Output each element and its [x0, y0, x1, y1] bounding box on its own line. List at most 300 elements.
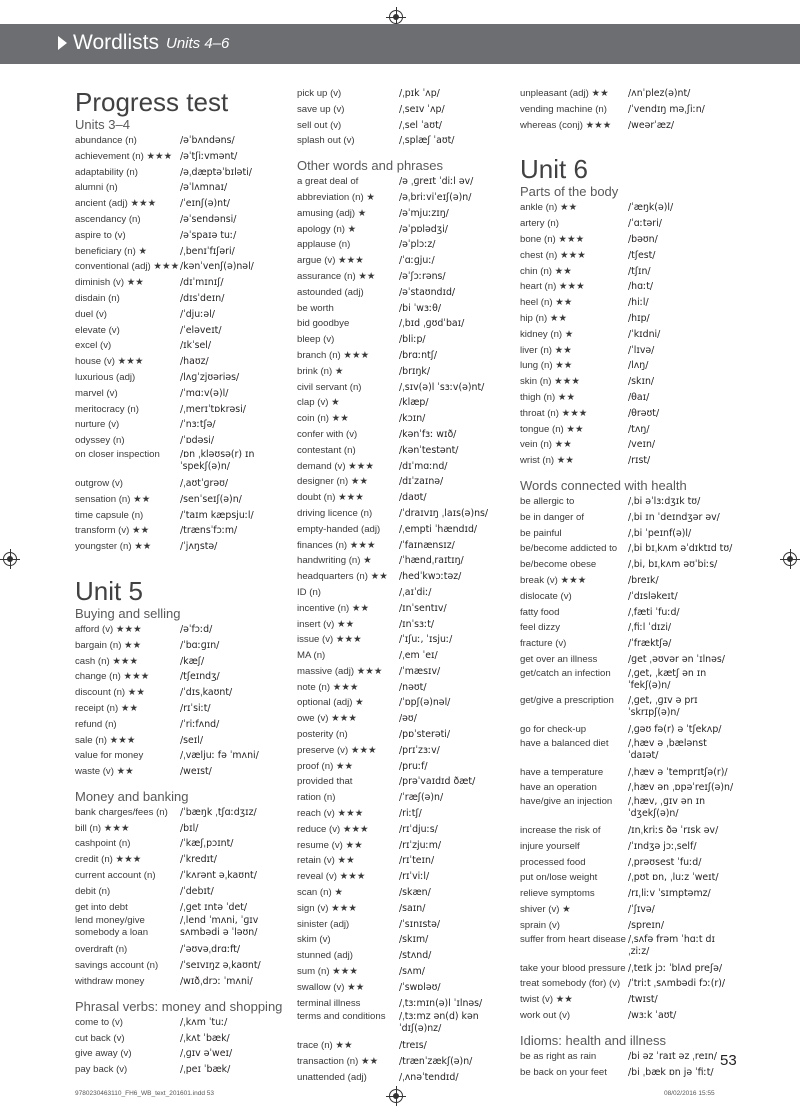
progress-list [75, 133, 287, 555]
entry-pronunciation: /ˈeɪnʃ(ə)nt/ [180, 198, 230, 210]
entry-pronunciation: /ˈmɑːv(ə)l/ [180, 387, 229, 399]
column-right [520, 86, 750, 1080]
entry-pronunciation: /hɑːt/ [628, 281, 654, 293]
entry-pronunciation: /brɑːntʃ/ [399, 349, 437, 361]
entry-word: trace (n) ★★ [297, 1040, 353, 1052]
entry-pronunciation: /tʃest/ [628, 249, 656, 261]
wordlist-entry [297, 490, 509, 506]
wordlist-entry [297, 285, 509, 301]
wordlist-entry [75, 900, 287, 916]
entry-pronunciation: /əˈlʌmnaɪ/ [180, 182, 228, 194]
entry-word: vending machine (n) [520, 103, 607, 115]
entry-word: nurture (v) [75, 419, 120, 431]
wordlist-entry [297, 253, 509, 269]
entry-word: disdain (n) [75, 292, 120, 304]
entry-word: ancient (adj) ★★★ [75, 198, 157, 210]
entry-word: bone (n) ★★★ [520, 233, 585, 245]
entry-word: thigh (n) ★★ [520, 391, 576, 403]
entry-word: a great deal of [297, 176, 359, 188]
entry-word: terminal illness [297, 997, 361, 1009]
entry-word: civil servant (n) [297, 381, 362, 393]
entry-pronunciation: /dɪsˈdeɪn/ [180, 292, 225, 304]
wordlist-entry [297, 569, 509, 585]
page-number: 53 [720, 1052, 737, 1069]
entry-pronunciation: /ˈdɪsləkeɪt/ [628, 590, 678, 602]
entry-word: bill (n) ★★★ [75, 822, 130, 834]
wordlist-entry [520, 453, 750, 469]
entry-pronunciation: /wɜːk ˈaʊt/ [628, 1010, 677, 1022]
entry-pronunciation: /bɪl/ [180, 822, 199, 834]
wordlist-entry [520, 573, 750, 589]
entry-pronunciation: /saɪn/ [399, 902, 426, 914]
entry-pronunciation: /ˌbenɪˈfɪʃəri/ [180, 245, 235, 257]
entry-pronunciation: /ˌkʌm ˈtuː/ [180, 1016, 228, 1028]
wordlist-entry [75, 133, 287, 149]
entry-pronunciation: /nəʊt/ [399, 681, 427, 693]
wordlist-entry [520, 722, 750, 738]
entry-pronunciation: /ˈɪʃuː, ˈɪsjuː/ [399, 634, 453, 646]
wordlist-entry [297, 917, 509, 933]
wordlist-entry [297, 822, 509, 838]
wordlist-entry [297, 853, 509, 869]
wordlist-entry [75, 180, 287, 196]
entry-word: preserve (v) ★★★ [297, 744, 377, 756]
wordlist-entry [75, 764, 287, 780]
entry-pronunciation: /ˌhæv ə ˈtemprɪtʃə(r)/ [628, 766, 728, 778]
wordlist-entry [297, 885, 509, 901]
wordlist-entry [297, 980, 509, 996]
entry-pronunciation: /weərˈæz/ [628, 119, 675, 131]
entry-word: bleep (v) [297, 334, 335, 346]
entry-pronunciation: /ˌbi ɪn ˈdeɪndʒər əv/ [628, 511, 720, 523]
entry-pronunciation: /ˈkɪdni/ [628, 328, 661, 340]
entry-word: shiver (v) ★ [520, 904, 571, 916]
wordlist-entry [297, 538, 509, 554]
entry-word: reduce (v) ★★★ [297, 823, 369, 835]
wordlist-entry [75, 165, 287, 181]
wordlist-entry [520, 279, 750, 295]
entry-pronunciation: /ˌtɜːmɪn(ə)l ˈɪlnəs/ [399, 997, 483, 1009]
entry-pronunciation: /ˌɡɪv əˈweɪ/ [180, 1048, 233, 1060]
wordlist-entry [297, 380, 509, 396]
entry-word: wrist (n) ★★ [520, 455, 574, 467]
entry-pronunciation: /trænsˈfɔːm/ [180, 525, 238, 537]
registration-mark-bottom [389, 1089, 403, 1103]
entry-pronunciation: /əˌdæptəˈbɪləti/ [180, 166, 252, 178]
entry-pronunciation: /ˌsplæʃ ˈaʊt/ [399, 135, 455, 147]
wordlist-entry [520, 102, 750, 118]
entry-word: kidney (n) ★ [520, 328, 574, 340]
entry-word: have/give an injection [520, 796, 613, 808]
wordlist-entry [297, 948, 509, 964]
wordlist-entry [520, 494, 750, 510]
entry-word: pick up (v) [297, 88, 342, 99]
entry-word: heel (n) ★★ [520, 297, 573, 309]
entry-pronunciation: /rɪˈsiːt/ [180, 702, 211, 714]
entry-pronunciation: /lʌŋ/ [628, 360, 649, 372]
entry-word: suffer from heart disease [520, 933, 626, 945]
wordlist-entry [75, 1046, 287, 1062]
entry-word: terms and conditions [297, 1011, 386, 1023]
wordlist-entry [297, 133, 509, 149]
wordlist-entry [520, 118, 750, 134]
wordlist-entry [520, 605, 750, 621]
entry-word: come to (v) [75, 1016, 123, 1028]
entry-pronunciation: /əˈplɔːz/ [399, 239, 436, 251]
entry-word: coin (n) ★★ [297, 413, 349, 425]
entry-word: branch (n) ★★★ [297, 349, 370, 361]
entry-pronunciation: /ˌɡet, ˌɡɪv ə prɪˈskrɪpʃ(ə)n/ [628, 694, 698, 718]
entry-pronunciation: /haʊz/ [180, 356, 209, 368]
entry-pronunciation: /əˈpɒlədʒi/ [399, 223, 448, 235]
entry-pronunciation: /əˈspaɪə tuː/ [180, 229, 237, 241]
entry-pronunciation: /rɪˌliːv ˈsɪmptəmz/ [628, 888, 711, 900]
wordlist-entry [297, 174, 509, 190]
wordlist-entry [297, 237, 509, 253]
entry-pronunciation: /rɪˈdjuːs/ [399, 823, 438, 835]
wordlist-entry [297, 869, 509, 885]
entry-word: afford (v) ★★★ [75, 623, 142, 635]
entry-word: cashpoint (n) [75, 838, 131, 850]
entry-pronunciation: /ˈdraɪvɪŋ ˌlaɪs(ə)ns/ [399, 507, 489, 519]
wordlist-entry [520, 976, 750, 992]
wordlist-entry [297, 316, 509, 332]
entry-word: time capsule (n) [75, 509, 144, 521]
unit5-title: Unit 5 [75, 575, 143, 606]
wordlist-entry [520, 992, 750, 1008]
entry-word: ankle (n) ★★ [520, 202, 578, 214]
entry-word: receipt (n) ★★ [75, 702, 139, 714]
entry-word: bargain (n) ★★ [75, 639, 142, 651]
wordlist-entry [520, 311, 750, 327]
entry-word: overdraft (n) [75, 944, 128, 956]
entry-word: handwriting (n) ★ [297, 555, 372, 567]
entry-pronunciation: /tʃɪn/ [628, 265, 651, 277]
wordlist-entry [75, 307, 287, 323]
other-cont-list [520, 86, 750, 133]
wordlist-entry [520, 200, 750, 216]
entry-word: transform (v) ★★ [75, 525, 150, 537]
entry-pronunciation: /skɪm/ [399, 934, 429, 946]
entry-word: fracture (v) [520, 638, 567, 650]
entry-pronunciation: /ˈjʌŋstə/ [180, 541, 218, 553]
wordlist-entry [297, 759, 509, 775]
wordlist-entry [75, 523, 287, 539]
entry-word: break (v) ★★★ [520, 574, 587, 586]
wordlist-entry [520, 796, 750, 820]
entry-word: artery (n) [520, 218, 559, 230]
entry-pronunciation: /ɪnˌkriːs ðə ˈrɪsk əv/ [628, 825, 719, 837]
wordlist-entry [520, 422, 750, 438]
wordlist-entry [75, 228, 287, 244]
entry-word: dislocate (v) [520, 590, 572, 602]
wordlist-entry [75, 386, 287, 402]
entry-pronunciation: /kɔɪn/ [399, 413, 426, 425]
entry-word: driving licence (n) [297, 507, 373, 519]
entry-pronunciation: /tʌŋ/ [628, 423, 650, 435]
entry-word: get into debt [75, 901, 128, 913]
entry-word: insert (v) ★★ [297, 618, 355, 630]
entry-pronunciation: /ˌmerɪˈtɒkrəsi/ [180, 403, 246, 415]
wordlist-entry [297, 332, 509, 348]
entry-pronunciation: /ˈtriːt ˌsʌmbədi fɔː(r)/ [628, 978, 726, 990]
entry-word: liver (n) ★★ [520, 344, 572, 356]
entry-pronunciation: /ˌhæv, ˌɡɪv ən ɪnˈdʒekʃ(ə)n/ [628, 796, 706, 820]
wordlist-entry [520, 886, 750, 902]
wordlist-entry [297, 348, 509, 364]
wordlist-entry [297, 522, 509, 538]
wordlist-entry [297, 102, 509, 118]
wordlist-entry [520, 652, 750, 668]
entry-pronunciation: /bi əz ˈraɪt əz ˌreɪn/ [628, 1050, 717, 1062]
entry-word: abbreviation (n) ★ [297, 191, 375, 203]
wordlist-entry [75, 717, 287, 733]
wordlist-entry [75, 654, 287, 670]
wordlist-entry [520, 636, 750, 652]
entry-pronunciation: /spreɪn/ [628, 919, 664, 931]
entry-word: get over an illness [520, 653, 598, 665]
wordlist-entry [520, 343, 750, 359]
entry-pronunciation: /kənˈfɜː wɪð/ [399, 428, 457, 440]
money-banking-heading: Money and banking [75, 788, 189, 804]
wordlist-entry [75, 638, 287, 654]
wordlist-entry [75, 212, 287, 228]
entry-pronunciation: /riːtʃ/ [399, 808, 422, 820]
entry-pronunciation: /weɪst/ [180, 766, 212, 778]
wordlist-entry [75, 884, 287, 900]
buying-list [75, 622, 287, 780]
entry-word: stunned (adj) [297, 950, 353, 962]
wordlist-entry [75, 868, 287, 884]
entry-word: have a temperature [520, 766, 604, 778]
entry-pronunciation: /ˌfæti ˈfuːd/ [628, 606, 680, 618]
wordlist-entry [75, 323, 287, 339]
entry-word: unpleasant (adj) ★★ [520, 88, 609, 99]
wordlist-entry [297, 395, 509, 411]
entry-pronunciation: /dɪˈzaɪnə/ [399, 476, 444, 488]
entry-word: bank charges/fees (n) [75, 806, 168, 818]
entry-pronunciation: /ˈfaɪnænsɪz/ [399, 539, 455, 551]
entry-pronunciation: /bi ˈwɜːθ/ [399, 302, 441, 314]
wordlist-entry [75, 821, 287, 837]
entry-pronunciation: /ˌsɪv(ə)l ˈsɜːv(ə)nt/ [399, 381, 485, 393]
phrasal-list [75, 1015, 287, 1078]
entry-word: owe (v) ★★★ [297, 713, 357, 725]
wordlist-entry [75, 449, 287, 473]
entry-word: reveal (v) ★★★ [297, 871, 366, 883]
wordlist-entry [75, 417, 287, 433]
entry-pronunciation: /əʊ/ [399, 713, 417, 725]
entry-word: sprain (v) [520, 919, 560, 931]
wordlist-entry [75, 149, 287, 165]
entry-word: note (n) ★★★ [297, 681, 359, 693]
entry-word: ascendancy (n) [75, 213, 141, 225]
wordlist-entry [297, 932, 509, 948]
entry-word: have a balanced diet [520, 737, 609, 749]
entry-pronunciation: /treɪs/ [399, 1040, 427, 1052]
wordlist-entry [297, 506, 509, 522]
wordlist-entry [520, 264, 750, 280]
entry-word: empty-handed (adj) [297, 523, 381, 535]
entry-word: duel (v) [75, 308, 107, 320]
entry-word: skin (n) ★★★ [520, 376, 580, 388]
entry-pronunciation: /ˌɡet, ˌkætʃ ən ɪnˈfekʃ(ə)n/ [628, 667, 707, 691]
entry-pronunciation: /ˈeləveɪt/ [180, 324, 222, 336]
entry-word: feel dizzy [520, 622, 560, 634]
entry-word: lung (n) ★★ [520, 360, 573, 372]
wordlist-entry [75, 669, 287, 685]
entry-pronunciation: /ˈɪndʒə jɔːˌself/ [628, 840, 697, 852]
entry-word: doubt (n) ★★★ [297, 492, 364, 504]
entry-pronunciation: /əˈmjuːzɪŋ/ [399, 207, 449, 219]
entry-pronunciation: /hiːl/ [628, 297, 649, 309]
wordlist-entry [520, 374, 750, 390]
entry-pronunciation: /dɪˈmɑːnd/ [399, 460, 448, 472]
wordlist-entry [75, 852, 287, 868]
wordlist-entry [297, 443, 509, 459]
entry-pronunciation: /twɪst/ [628, 994, 658, 1006]
entry-pronunciation: /əˈʃɔːrəns/ [399, 270, 446, 282]
entry-pronunciation: /dɪˈmɪnɪʃ/ [180, 277, 224, 289]
wordlist-entry [297, 222, 509, 238]
entry-word: hip (n) ★★ [520, 312, 568, 324]
wordlist-entry [297, 553, 509, 569]
entry-pronunciation: /lʌɡˈzjʊəriəs/ [180, 371, 240, 383]
entry-word: posterity (n) [297, 729, 348, 741]
wordlist-entry [297, 695, 509, 711]
entry-pronunciation: /wɪðˌdrɔː ˈmʌni/ [180, 976, 253, 988]
wordlist-entry [520, 668, 750, 692]
wordlist-entry [75, 354, 287, 370]
entry-pronunciation: /ˌpeɪ ˈbæk/ [180, 1064, 231, 1076]
entry-pronunciation: /prəˈvaɪdɪd ðæt/ [399, 776, 476, 788]
entry-word: heart (n) ★★★ [520, 281, 585, 293]
entry-word: astounded (adj) [297, 286, 364, 298]
entry-pronunciation: /ˌem ˈeɪ/ [399, 650, 438, 662]
entry-word: go for check-up [520, 723, 587, 735]
wordlist-entry [75, 974, 287, 990]
entry-word: cut back (v) [75, 1032, 125, 1044]
entry-pronunciation: /ˈkæʃˌpɔɪnt/ [180, 838, 234, 850]
wordlist-entry [520, 589, 750, 605]
entry-pronunciation: /ˌteɪk jɔː ˈblʌd preʃə/ [628, 962, 723, 974]
entry-word: be/become addicted to [520, 543, 618, 555]
entry-pronunciation: /seɪl/ [180, 734, 204, 746]
entry-word: chin (n) ★★ [520, 265, 572, 277]
entry-word: swallow (v) ★★ [297, 981, 365, 993]
entry-word: sale (n) ★★★ [75, 734, 136, 746]
slug-left: 9780230463110_FH6_WB_text_201601.indd 53 [75, 1090, 215, 1097]
entry-pronunciation: /ˌʌnəˈtendɪd/ [399, 1072, 459, 1084]
entry-word: discount (n) ★★ [75, 687, 145, 699]
entry-word: elevate (v) [75, 324, 120, 336]
entry-pronunciation: /əˈsendənsi/ [180, 213, 237, 225]
wordlist-entry [297, 364, 509, 380]
wordlist-entry [75, 1062, 287, 1078]
wordlist-entry [75, 492, 287, 508]
wordlist-entry [75, 1031, 287, 1047]
entry-pronunciation: /ɪnˈsɜːt/ [399, 618, 435, 630]
entry-word: sensation (n) ★★ [75, 493, 151, 505]
wordlist-entry [297, 617, 509, 633]
entry-word: be/become obese [520, 559, 597, 571]
entry-word: demand (v) ★★★ [297, 460, 374, 472]
entry-pronunciation: /ˈɒpʃ(ə)nəl/ [399, 697, 451, 709]
registration-mark-left [3, 552, 17, 566]
entry-word: credit (n) ★★★ [75, 854, 142, 866]
entry-pronunciation: /əˈtʃiːvmənt/ [180, 150, 238, 162]
entry-pronunciation: /ˈlɪvə/ [628, 344, 655, 356]
entry-word: proof (n) ★★ [297, 760, 354, 772]
entry-pronunciation: /θrəʊt/ [628, 407, 660, 419]
entry-word: alumni (n) [75, 182, 118, 194]
wordlist-entry [297, 427, 509, 443]
entry-pronunciation: /ˈbæŋk ˌtʃɑːdʒɪz/ [180, 806, 257, 818]
header-title: Wordlists [73, 31, 159, 54]
entry-pronunciation: /veɪn/ [628, 439, 656, 451]
entry-word: abundance (n) [75, 135, 137, 146]
entry-pronunciation: /ˌɡəʊ fə(r) ə ˈtʃekʌp/ [628, 723, 722, 735]
entry-pronunciation: /ˈdjuːəl/ [180, 308, 215, 320]
entry-pronunciation: /ɡet ˌəʊvər ən ˈɪlnəs/ [628, 653, 725, 665]
wordlist-entry [297, 86, 509, 102]
entry-pronunciation: /pruːf/ [399, 760, 428, 772]
entry-pronunciation: /hedˈkwɔːtəz/ [399, 571, 462, 583]
entry-word: save up (v) [297, 103, 345, 115]
wordlist-entry [297, 190, 509, 206]
money-list [75, 805, 287, 990]
wordlist-entry [520, 437, 750, 453]
entry-word: argue (v) ★★★ [297, 255, 364, 267]
entry-word: put on/lose weight [520, 872, 598, 884]
entry-word: designer (n) ★★ [297, 476, 369, 488]
progress-test-subtitle: Units 3–4 [75, 117, 130, 132]
entry-word: youngster (n) ★★ [75, 541, 152, 553]
entry-word: issue (v) ★★★ [297, 634, 362, 646]
entry-pronunciation: /əˈfɔːd/ [180, 623, 213, 635]
entry-word: injure yourself [520, 840, 580, 852]
wordlist-entry [297, 474, 509, 490]
entry-word: current account (n) [75, 870, 156, 882]
entry-pronunciation: /əˈbʌndəns/ [180, 135, 235, 146]
entry-pronunciation: /ˈfræktʃə/ [628, 638, 672, 650]
entry-word: confer with (v) [297, 428, 358, 440]
entry-word: odyssey (n) [75, 435, 125, 447]
wordlist-entry [520, 1008, 750, 1024]
entry-word: assurance (n) ★★ [297, 270, 376, 282]
entry-word: brink (n) ★ [297, 365, 344, 377]
entry-word: diminish (v) ★★ [75, 277, 144, 289]
header-subtitle: Units 4–6 [166, 35, 230, 52]
entry-pronunciation: /pɒˈsterəti/ [399, 729, 451, 741]
entry-pronunciation: /ˈɑːtəri/ [628, 218, 662, 230]
entry-pronunciation: /ˈdɪsˌkaʊnt/ [180, 687, 233, 699]
wordlist-entry [520, 327, 750, 343]
wordlist-entry [297, 996, 509, 1012]
entry-word: luxurious (adj) [75, 371, 136, 383]
wordlist-entry [297, 585, 509, 601]
wordlist-entry [297, 727, 509, 743]
entry-word: be as right as rain [520, 1050, 597, 1062]
entry-word: give away (v) [75, 1048, 132, 1060]
wordlist-entry [75, 539, 287, 555]
wordlist-entry [520, 358, 750, 374]
entry-pronunciation: /ˈɒdəsi/ [180, 435, 215, 447]
entry-pronunciation: /ˈvendɪŋ məˌʃiːn/ [628, 103, 705, 115]
entry-pronunciation: /ˈʃɪvə/ [628, 904, 655, 916]
wordlist-entry [297, 301, 509, 317]
wordlist-entry [520, 557, 750, 573]
